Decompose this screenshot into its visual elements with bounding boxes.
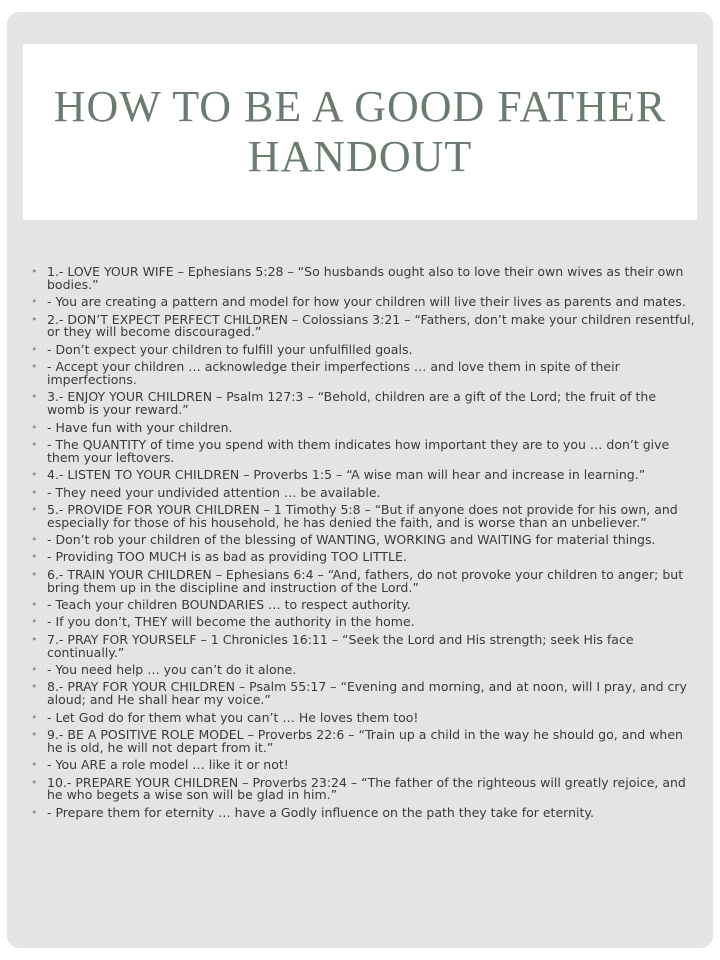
list-item-text: - Don’t expect your children to fulfill your unfulfilled goals. [47, 341, 413, 357]
list-item-text: - Don’t rob your children of the blessing of WANTING, WORKING and WAITING for material things. [47, 532, 656, 548]
bullet-icon: • [31, 360, 38, 374]
slide [7, 12, 713, 948]
list-item-text: 3.- ENJOY YOUR CHILDREN – Psalm 127:3 – “Behold, children are a gift of the Lord; the fruit of the womb is your reward.” [47, 389, 657, 418]
list-item-text: - You ARE a role model … like it or not! [47, 757, 289, 773]
bullet-icon: • [31, 550, 38, 564]
list-item-text: 9.- BE A POSITIVE ROLE MODEL – Proverbs 22:6 – “Train up a child in the way he should go, and when he is old, he will not depart from it.” [47, 726, 683, 755]
list-item-text: - You need help … you can’t do it alone. [47, 662, 297, 678]
bullet-icon: • [31, 680, 38, 694]
bullet-icon: • [31, 533, 38, 547]
list-item [31, 774, 695, 803]
list-item-text: - Prepare them for eternity … have a Godly influence on the path they take for eternity. [47, 804, 594, 820]
list-item [31, 664, 695, 677]
list-item [31, 759, 695, 772]
list-item [31, 551, 695, 564]
list-item [31, 419, 695, 435]
bullet-icon: • [31, 502, 38, 516]
bullet-icon: • [31, 615, 38, 629]
bullet-icon: • [31, 295, 38, 309]
bullet-icon: • [31, 342, 38, 356]
list-item-text: - Accept your children … acknowledge their imperfections … and love them in spite of their imperfections. [47, 359, 620, 387]
list-item [31, 391, 695, 417]
bullet-icon: • [31, 265, 38, 278]
list-item [31, 804, 695, 820]
list-item-text: - You are creating a pattern and model for how your children will live their lives as parents and mates. [47, 294, 686, 310]
bullet-icon: • [31, 312, 38, 326]
bullet-list [31, 266, 695, 824]
list-item [31, 469, 695, 482]
list-item-text: - Teach your children BOUNDARIES … to respect authority. [47, 597, 411, 613]
bullet-icon: • [31, 758, 38, 772]
list-item-text: 5.- PROVIDE FOR YOUR CHILDREN – 1 Timothy 5:8 – “But if anyone does not provide for his own, and especially for those of his household, he has denied the faith, and is worse than an unbeliever.” [47, 501, 678, 530]
list-item-text: 4.- LISTEN TO YOUR CHILDREN – Proverbs 1:5 – “A wise man will hear and increase in learning.” [47, 467, 646, 483]
list-item-text: - If you don’t, THEY will become the authority in the home. [47, 614, 415, 630]
list-item [31, 616, 695, 629]
list-item-text: 1.- LOVE YOUR WIFE – Ephesians 5:28 – “So husbands ought also to love their own wives as their own bodies.” [47, 264, 684, 292]
list-item [31, 566, 695, 595]
bullet-icon: • [31, 420, 38, 434]
list-item [31, 631, 695, 660]
list-item [31, 501, 695, 530]
list-item-text: 8.- PRAY FOR YOUR CHILDREN – Psalm 55:17 – “Evening and morning, and at noon, will I pray, and cry aloud; and He shall hear my voice.” [47, 679, 687, 708]
bullet-icon: • [31, 663, 38, 677]
bullet-icon: • [31, 468, 38, 482]
bullet-icon: • [31, 710, 38, 724]
list-item [31, 311, 695, 340]
list-item [31, 726, 695, 755]
list-item [31, 709, 695, 725]
list-item [31, 341, 695, 357]
bullet-icon: • [31, 485, 38, 499]
list-item-text: - Let God do for them what you can’t … He loves them too! [47, 709, 419, 725]
list-item [31, 484, 695, 500]
bullet-icon: • [31, 775, 38, 789]
list-item [31, 436, 695, 465]
bullet-icon: • [31, 598, 38, 612]
list-item-text: 6.- TRAIN YOUR CHILDREN – Ephesians 6:4 – “And, fathers, do not provoke your children to anger; but bring them up in the discipline and instruction of the Lord.” [47, 566, 684, 595]
bullet-icon: • [31, 632, 38, 646]
list-item [31, 266, 695, 292]
list-item [31, 599, 695, 612]
list-item [31, 681, 695, 707]
bullet-icon: • [31, 567, 38, 581]
bullet-icon: • [31, 390, 38, 404]
list-item-text: - Have fun with your children. [47, 419, 233, 435]
list-item-text: 10.- PREPARE YOUR CHILDREN – Proverbs 23:24 – “The father of the righteous will greatly rejoice, and he who begets a wise son will be glad in him.” [47, 774, 686, 803]
list-item-text: - Providing TOO MUCH is as bad as providing TOO LITTLE. [47, 549, 407, 565]
list-item-text: - They need your undivided attention … be available. [47, 484, 381, 500]
list-item-text: 2.- DON’T EXPECT PERFECT CHILDREN – Colossians 3:21 – “Fathers, don’t make your children resentful, or they will become discouraged.” [47, 311, 695, 340]
list-item [31, 361, 695, 387]
bullet-icon: • [31, 437, 38, 451]
list-item [31, 534, 695, 547]
page-title: HOW TO BE A GOOD FATHER HANDOUT [53, 82, 667, 181]
title-box [23, 44, 697, 220]
list-item [31, 296, 695, 309]
list-item-text: 7.- PRAY FOR YOURSELF – 1 Chronicles 16:11 – “Seek the Lord and His strength; seek His face continually.” [47, 631, 634, 660]
bullet-icon: • [31, 727, 38, 741]
list-item-text: - The QUANTITY of time you spend with them indicates how important they are to you … don’t give them your leftovers. [47, 436, 670, 465]
bullet-icon: • [31, 805, 38, 819]
